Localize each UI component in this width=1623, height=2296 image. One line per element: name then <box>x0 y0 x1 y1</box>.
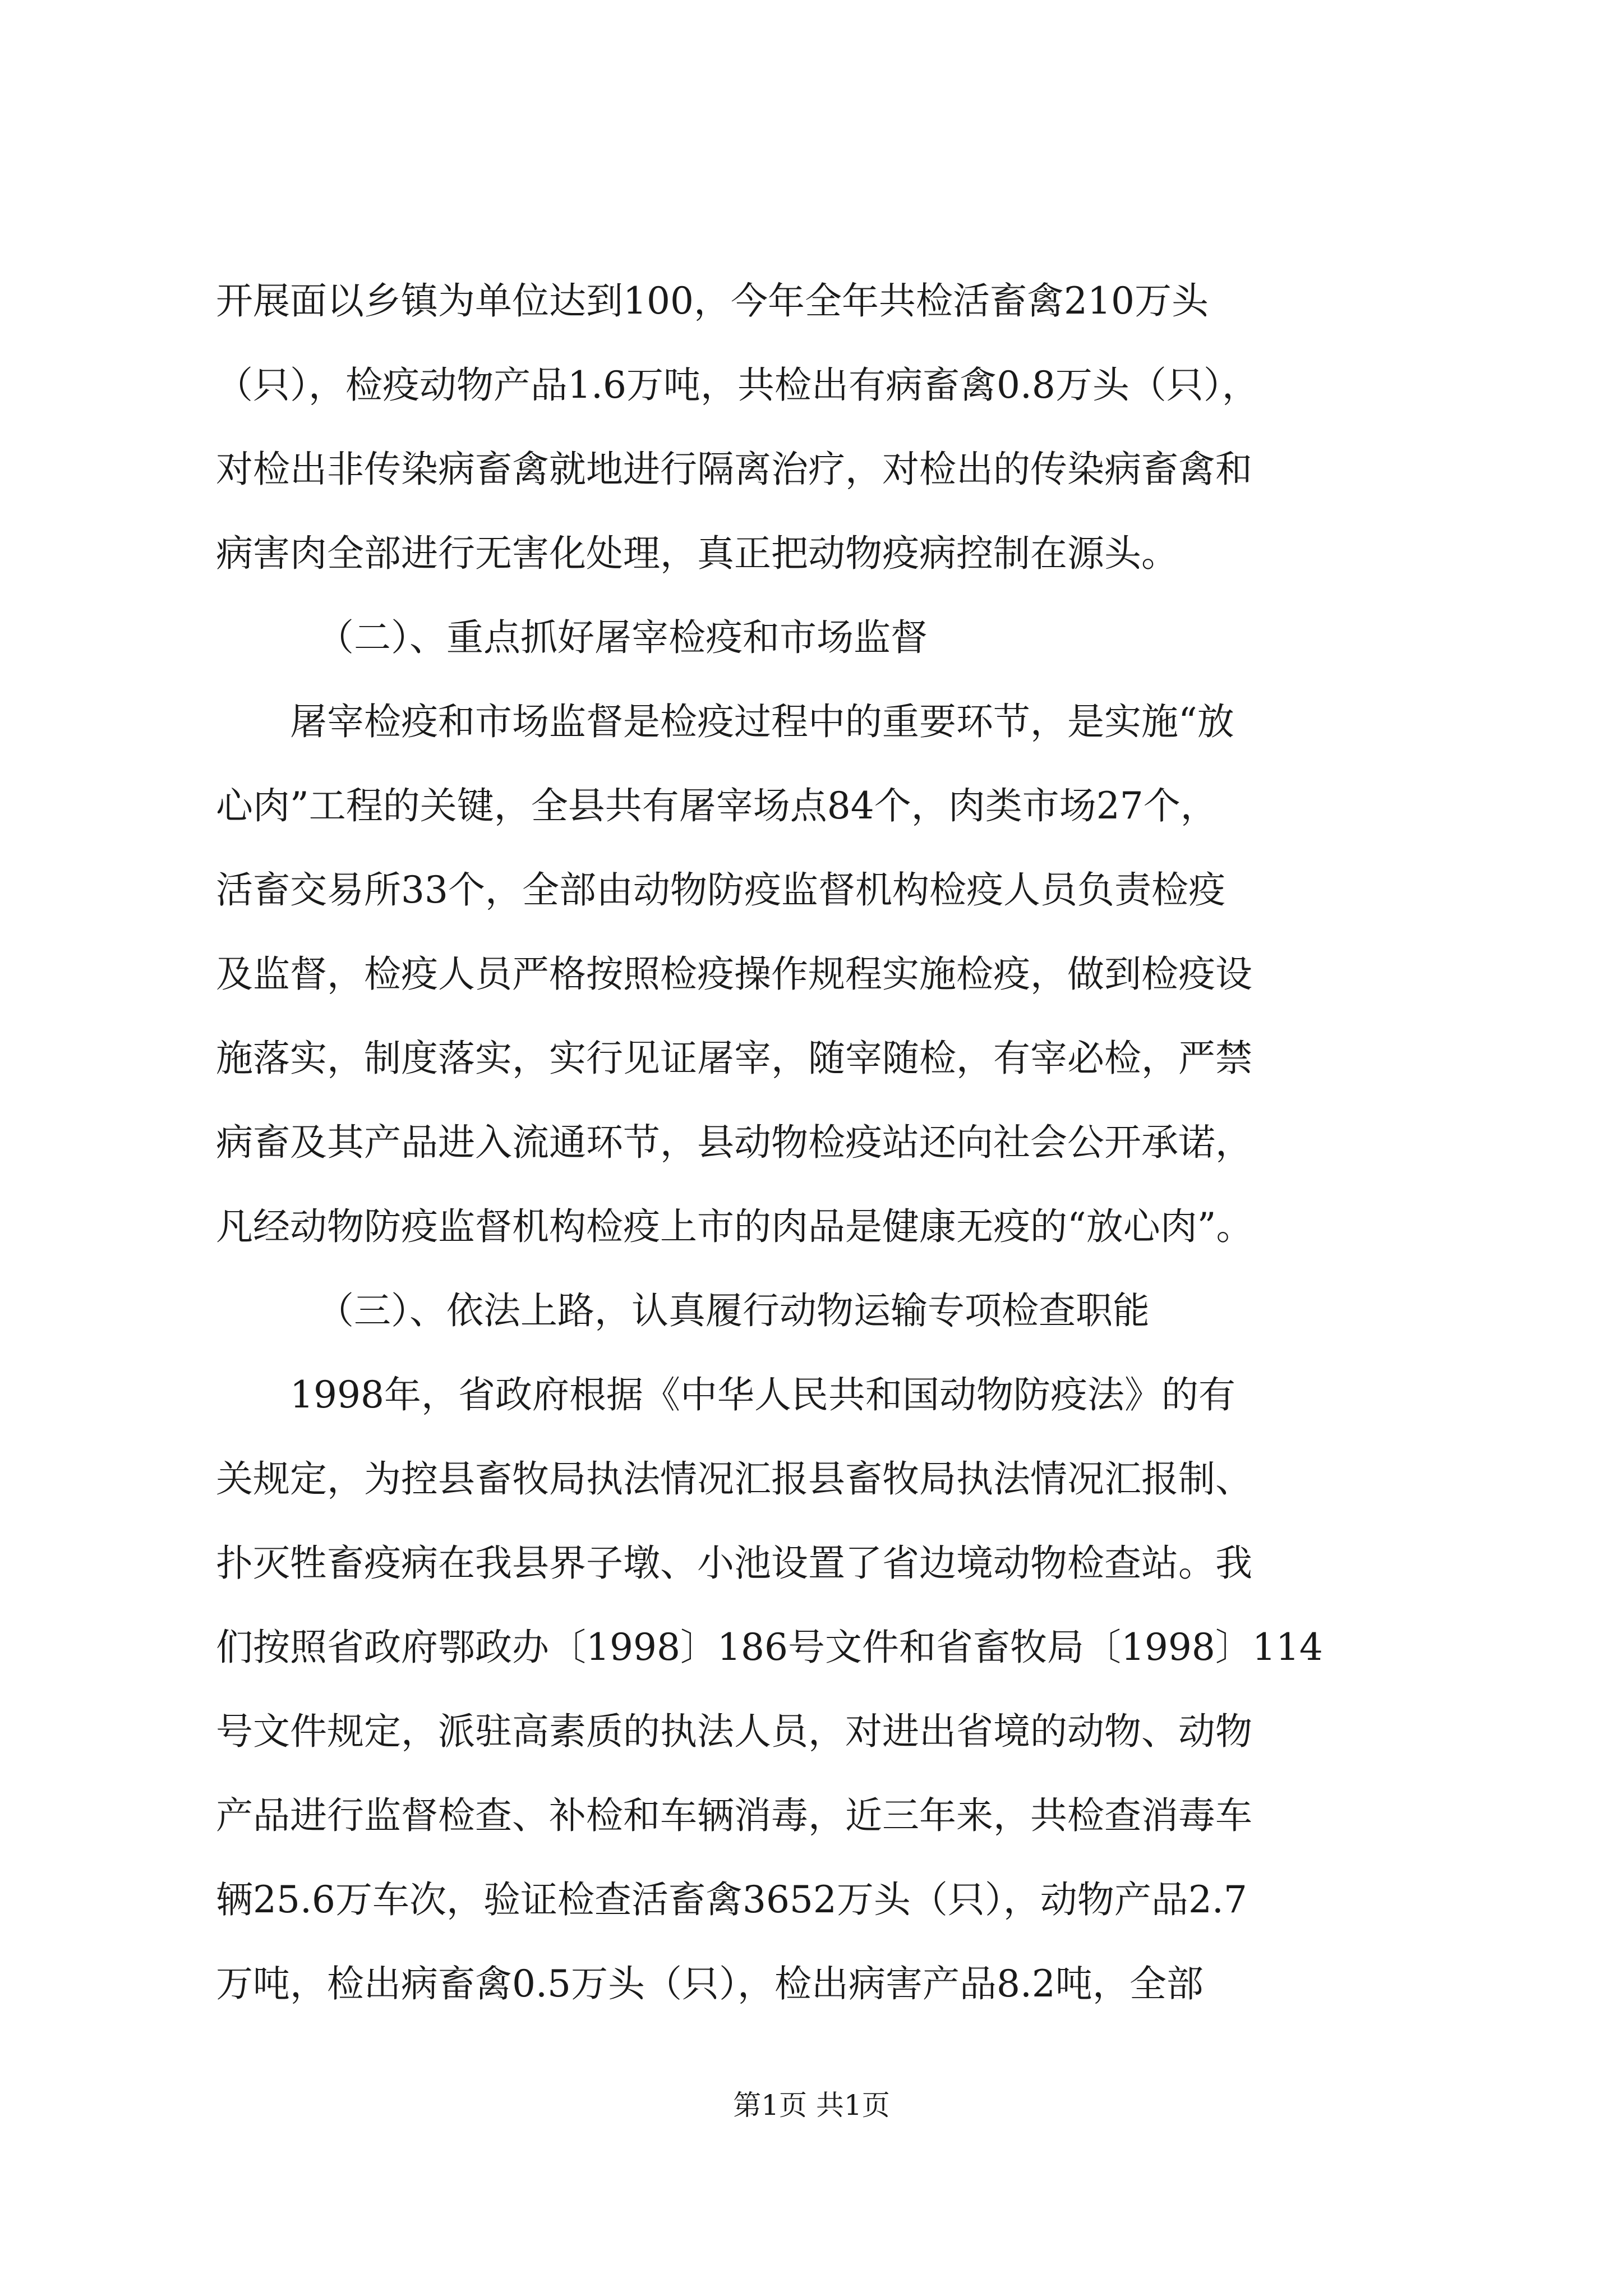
text-line: 对检出非传染病畜禽就地进行隔离治疗，对检出的传染病畜禽和 <box>216 448 1252 491</box>
text-line: 活畜交易所33个，全部由动物防疫监督机构检疫人员负责检疫 <box>216 868 1225 912</box>
text-line: 病害肉全部进行无害化处理，真正把动物疫病控制在源头。 <box>216 532 1178 575</box>
paragraph-first-line: 屠宰检疫和市场监督是检疫过程中的重要环节，是实施“放 <box>290 700 1234 743</box>
document-body <box>216 259 1455 2026</box>
text-line: 关规定，为控县畜牧局执法情况汇报县畜牧局执法情况汇报制、 <box>216 1457 1252 1501</box>
text-line: 号文件规定，派驻高素质的执法人员，对进出省境的动物、动物 <box>216 1710 1252 1753</box>
text-line: 心肉”工程的关键，全县共有屠宰场点84个，肉类市场27个， <box>216 784 1218 827</box>
text-line: 及监督，检疫人员严格按照检疫操作规程实施检疫，做到检疫设 <box>216 953 1252 996</box>
text-line: 凡经动物防疫监督机构检疫上市的肉品是健康无疫的“放心肉”。 <box>216 1205 1253 1248</box>
text-line: 辆25.6万车次，验证检查活畜禽3652万头（只），动物产品2.7 <box>216 1878 1247 1921</box>
text-line: 产品进行监督检查、补检和车辆消毒，近三年来，共检查消毒车 <box>216 1794 1252 1837</box>
text-line: 施落实，制度落实，实行见证屠宰，随宰随检，有宰必检，严禁 <box>216 1037 1252 1080</box>
text-line: 扑灭牲畜疫病在我县界子墩、小池设置了省边境动物检查站。我 <box>216 1542 1252 1585</box>
text-line: （只），检疫动物产品1.6万吨，共检出有病畜禽0.8万头（只）， <box>216 364 1259 407</box>
text-line: 万吨，检出病畜禽0.5万头（只），检出病害产品8.2吨，全部 <box>216 1962 1204 2005</box>
text-line: 开展面以乡镇为单位达到100，今年全年共检活畜禽210万头 <box>216 279 1209 323</box>
section-heading: （三）、依法上路，认真履行动物运输专项检查职能 <box>317 1289 1150 1332</box>
section-heading: （二）、重点抓好屠宰检疫和市场监督 <box>317 616 928 659</box>
paragraph-first-line: 1998年，省政府根据《中华人民共和国动物防疫法》的有 <box>290 1373 1235 1416</box>
text-line: 病畜及其产品进入流通环节，县动物检疫站还向社会公开承诺， <box>216 1121 1252 1164</box>
page-footer: 第1页 共1页 <box>733 2089 890 2122</box>
text-line: 们按照省政府鄂政办〔1998〕186号文件和省畜牧局〔1998〕114 <box>216 1626 1323 1669</box>
